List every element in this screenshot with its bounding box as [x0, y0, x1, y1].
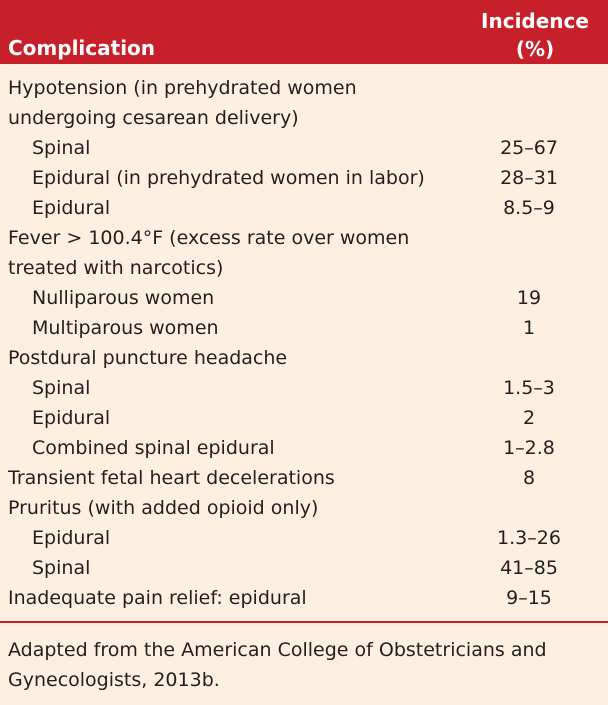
incidence-value: 41–85: [500, 557, 558, 579]
table-row: [0, 73, 608, 133]
incidence-value: 9–15: [506, 587, 552, 609]
complication-label: Nulliparous women: [32, 287, 215, 309]
complication-label: Epidural: [32, 197, 111, 219]
incidence-column-header: [480, 7, 590, 63]
complication-label: Pruritus (with added opioid only): [8, 497, 319, 519]
complication-label: Inadequate pain relief: epidural: [8, 587, 307, 609]
complication-label: Epidural (in prehydrated women in labor): [32, 167, 425, 189]
incidence-header-line2: (%): [515, 37, 555, 61]
incidence-value: 28–31: [500, 167, 558, 189]
complication-label: Spinal: [32, 137, 91, 159]
incidence-value: 8.5–9: [503, 197, 555, 219]
table-row: [0, 313, 608, 343]
incidence-value: 19: [516, 287, 542, 309]
incidence-value: 1.3–26: [497, 527, 561, 549]
complication-label: Postdural puncture headache: [8, 347, 288, 369]
incidence-value: 8: [522, 467, 536, 489]
table-row: [0, 583, 608, 613]
table-row: [0, 163, 608, 193]
table-row: [0, 493, 608, 523]
table-row: [0, 283, 608, 313]
table-row: [0, 133, 608, 163]
table-row: [0, 433, 608, 463]
incidence-value: 2: [522, 407, 536, 429]
table-row: [0, 463, 608, 493]
complication-label: Spinal: [32, 377, 91, 399]
table-footnote: Adapted from the American College of Obstetricians and Gynecologists, 2013b.: [8, 639, 547, 691]
complication-label: Spinal: [32, 557, 91, 579]
complication-column-header: Complication: [8, 36, 156, 60]
incidence-header-line1: Incidence: [481, 9, 589, 33]
complication-label: Transient fetal heart decelerations: [8, 467, 335, 489]
table-row: [0, 343, 608, 373]
table-row: [0, 523, 608, 553]
incidence-value: 1–2.8: [503, 437, 555, 459]
table-row: [0, 193, 608, 223]
table-row: [0, 553, 608, 583]
incidence-value: 25–67: [500, 137, 558, 159]
complication-label: Fever > 100.4°F (excess rate over women treated with narcotics): [8, 227, 410, 279]
complication-label: Combined spinal epidural: [32, 437, 275, 459]
complication-label: Hypotension (in prehydrated women undergoing cesarean delivery): [8, 77, 357, 129]
table-header: [0, 0, 608, 64]
complication-label: Multiparous women: [32, 317, 219, 339]
complication-label: Epidural: [32, 407, 111, 429]
incidence-value: 1.5–3: [503, 377, 555, 399]
incidence-value: 1: [522, 317, 536, 339]
complication-label: Epidural: [32, 527, 111, 549]
table-row: [0, 373, 608, 403]
table-body: [0, 64, 608, 613]
table-row: [0, 223, 608, 283]
table-row: [0, 403, 608, 433]
footnote-divider: [0, 621, 608, 623]
